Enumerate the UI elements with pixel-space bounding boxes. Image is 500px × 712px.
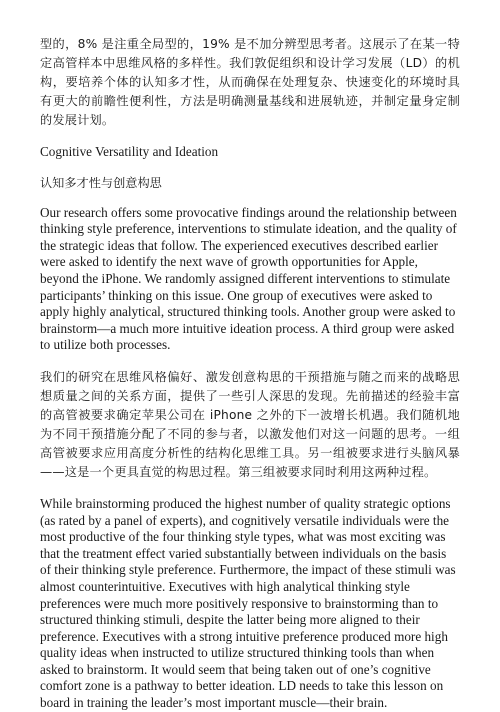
section-heading-cn: 认知多才性与创意构思 (40, 175, 162, 190)
paragraph-en-2: While brainstorming produced the highest number of quality strategic options (as rated by a panel of experts), and cognitively versatile individuals were the most productive of the four thinking style types, what was most exciting was that the treatment effect varied substantially between individuals on the basis of their thinking style preference. Furthermore, the impact of these stimuli was almost counterintuitive. Executives with high analytical thinking style preferences were much more positively responsive to brainstorming than to structured thinking stimuli, despite the latter being more aligned to their preference. Executives with a strong intuitive preference produced more high quality ideas when instructed to utilize structured thinking tools than when asked to brainstorm. It would seem that being taken out of one’s cognitive comfort zone is a pathway to better ideation. LD needs to take this lesson on board in training the leader’s most important muscle—their brain. (40, 495, 456, 711)
document-page (40, 35, 460, 712)
paragraph-cn-1: 我们的研究在思维风格偏好、激发创意构思的干预措施与随之而来的战略思想质量之间的关系方面，提供了一些引人深思的发现。先前描述的经验丰富的高管被要求确定苹果公司在 iPhone 之外的下一波增长机遇。我们随机地为不同干预措施分配了不同的参与者，以激发他们对这一问题的思考。一组高管被要求应用高度分析性的结构化思维工具。另一组被要求进行头脑风暴——这是一个更具直觉的构思过程。第三组被要求同时利用这两种过程。 (40, 369, 460, 479)
paragraph-cn-intro: 型的，8% 是注重全局型的，19% 是不加分辨型思考者。这展示了在某一特定高管样本中思维风格的多样性。我们敦促组织和设计学习发展（LD）的机构，要培养个体的认知多才性，从而确保在处理复杂、快速变化的环境时具有更大的前瞻性便利性，方法是明确测量基线和进展轨迹，并制定量身定制的发展计划。 (40, 37, 460, 127)
paragraph-en-1: Our research offers some provocative findings around the relationship between thinking style preference, interventions to stimulate ideation, and the quality of the strategic ideas that follow. The experienced executives described earlier were asked to identify the next wave of growth opportunities for Apple, beyond the iPhone. We randomly assigned different interventions to stimulate participants’ thinking on this issue. One group of executives were asked to apply highly analytical, structured thinking tools. Another group were asked to brainstorm—a much more intuitive ideation process. A third group were asked to utilize both processes. (40, 204, 457, 353)
section-heading-en: Cognitive Versatility and Ideation (40, 144, 219, 159)
